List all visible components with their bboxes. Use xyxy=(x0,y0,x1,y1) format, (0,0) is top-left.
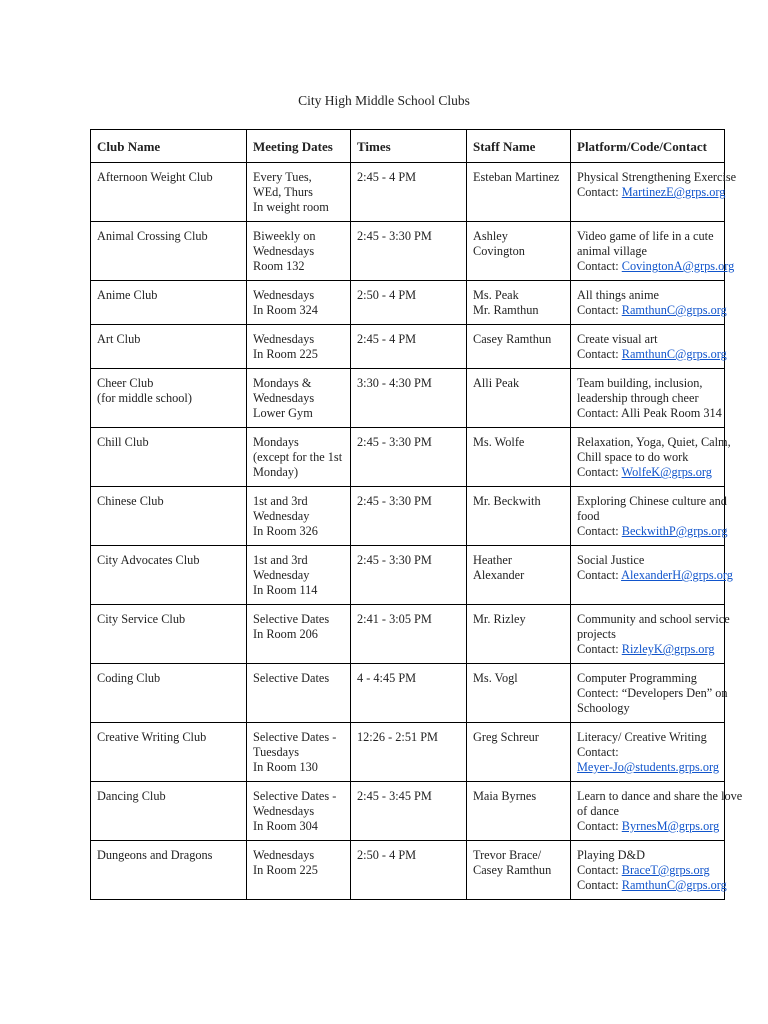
email-link[interactable]: WolfeK@grps.org xyxy=(621,465,712,479)
club-name-cell xyxy=(91,222,247,281)
meeting-dates-cell xyxy=(247,325,351,369)
header-club-name: Club Name xyxy=(91,130,247,163)
contact-line xyxy=(577,303,727,318)
contact-line: Computer Programming xyxy=(577,671,697,685)
contact-line xyxy=(577,185,726,200)
contact-line: Learn to dance and share the love xyxy=(577,789,743,803)
contact-cell xyxy=(571,163,737,222)
meeting-dates-cell-line: In Room 114 xyxy=(253,583,318,597)
meeting-dates-cell-line: Biweekly on xyxy=(253,229,316,243)
staff-name-cell xyxy=(467,163,571,222)
meeting-dates-cell xyxy=(247,782,351,841)
club-name-cell xyxy=(91,605,247,664)
club-name-cell xyxy=(91,841,247,900)
meeting-dates-cell xyxy=(247,163,351,222)
club-name-cell-line: Dungeons and Dragons xyxy=(97,848,213,862)
meeting-dates-cell-line: Monday) xyxy=(253,465,299,479)
club-name-cell-line: Cheer Club xyxy=(97,376,154,390)
times-cell: 4 - 4:45 PM xyxy=(351,664,467,723)
times-cell: 2:45 - 3:30 PM xyxy=(351,487,467,546)
meeting-dates-cell xyxy=(247,664,351,723)
contact-line xyxy=(577,259,735,274)
meeting-dates-cell-line: Room 132 xyxy=(253,259,305,273)
staff-name-cell xyxy=(467,325,571,369)
staff-name-cell xyxy=(467,281,571,325)
meeting-dates-cell-line: In weight room xyxy=(253,200,329,214)
times-cell: 2:45 - 4 PM xyxy=(351,163,467,222)
contact-line: Chill space to do work xyxy=(577,450,689,464)
table-row xyxy=(91,546,725,605)
table-row xyxy=(91,369,725,428)
contact-line: Exploring Chinese culture and xyxy=(577,494,727,508)
contact-cell xyxy=(571,841,725,900)
contact-line: All things anime xyxy=(577,288,659,302)
contact-line: Contect: “Developers Den” on xyxy=(577,686,728,700)
contact-line xyxy=(577,524,728,539)
table-row xyxy=(91,163,725,222)
meeting-dates-cell xyxy=(247,369,351,428)
contact-line xyxy=(577,819,718,834)
contact-cell xyxy=(571,325,725,369)
contact-line: Contact: xyxy=(577,745,619,759)
club-name-cell-line: (for middle school) xyxy=(97,391,192,405)
contact-cell xyxy=(571,546,733,605)
meeting-dates-cell-line: Wednesday xyxy=(253,509,310,523)
club-name-cell-line: City Advocates Club xyxy=(97,553,200,567)
email-link[interactable]: CovingtonA@grps.org xyxy=(621,259,735,273)
header-staff-name: Staff Name xyxy=(467,130,571,163)
meeting-dates-cell-line: (except for the 1st xyxy=(253,450,343,464)
meeting-dates-cell-line: Mondays & xyxy=(253,376,312,390)
contact-line: of dance xyxy=(577,804,619,818)
times-cell: 2:50 - 4 PM xyxy=(351,281,467,325)
clubs-table xyxy=(90,129,743,900)
staff-name-cell-line: Ms. Vogl xyxy=(473,671,518,685)
meeting-dates-cell-line: WEd, Thurs xyxy=(253,185,313,199)
meeting-dates-cell-line: In Room 304 xyxy=(253,819,318,833)
table-row xyxy=(91,782,725,841)
page-title: City High Middle School Clubs xyxy=(298,93,470,108)
staff-name-cell-line: Greg Schreur xyxy=(473,730,539,744)
contact-label: Contact: xyxy=(577,819,622,833)
times-cell: 2:45 - 4 PM xyxy=(351,325,467,369)
club-name-cell-line: Animal Crossing Club xyxy=(97,229,208,243)
email-link[interactable]: RamthunC@grps.org xyxy=(621,303,727,317)
staff-name-cell xyxy=(467,487,571,546)
email-link[interactable]: MartinezE@grps.org xyxy=(621,185,726,199)
club-name-cell xyxy=(91,782,247,841)
contact-line xyxy=(577,568,733,583)
staff-name-cell xyxy=(467,782,571,841)
contact-line: Physical Strengthening Exercise xyxy=(577,170,737,184)
club-name-cell xyxy=(91,369,247,428)
table-row xyxy=(91,605,725,664)
staff-name-cell-line: Mr. Beckwith xyxy=(473,494,541,508)
meeting-dates-cell-line: Mondays xyxy=(253,435,299,449)
contact-label: Contact: xyxy=(577,568,622,582)
contact-cell xyxy=(571,222,735,281)
staff-name-cell-line: Mr. Rizley xyxy=(473,612,526,626)
staff-name-cell xyxy=(467,841,571,900)
meeting-dates-cell xyxy=(247,841,351,900)
meeting-dates-cell xyxy=(247,487,351,546)
contact-line xyxy=(577,347,727,362)
meeting-dates-cell-line: In Room 130 xyxy=(253,760,318,774)
meeting-dates-cell xyxy=(247,428,351,487)
staff-name-cell-line: Ashley xyxy=(473,229,508,243)
table-row xyxy=(91,222,725,281)
club-name-cell xyxy=(91,428,247,487)
contact-cell xyxy=(571,664,728,723)
meeting-dates-cell-line: Wednesdays xyxy=(253,244,315,258)
header-times: Times xyxy=(351,130,467,163)
meeting-dates-cell xyxy=(247,281,351,325)
contact-line: Schoology xyxy=(577,701,630,715)
contact-line: Social Justice xyxy=(577,553,645,567)
meeting-dates-cell-line: Selective Dates xyxy=(253,612,330,626)
meeting-dates-cell-line: Wednesdays xyxy=(253,804,315,818)
meeting-dates-cell xyxy=(247,605,351,664)
contact-line xyxy=(577,878,727,893)
staff-name-cell xyxy=(467,723,571,782)
staff-name-cell-line: Covington xyxy=(473,244,525,258)
contact-label: Contact: xyxy=(577,347,622,361)
staff-name-cell xyxy=(467,428,571,487)
club-name-cell xyxy=(91,487,247,546)
meeting-dates-cell-line: Wednesdays xyxy=(253,391,315,405)
club-name-cell-line: Coding Club xyxy=(97,671,161,685)
meeting-dates-cell xyxy=(247,222,351,281)
contact-line: Literacy/ Creative Writing xyxy=(577,730,707,744)
staff-name-cell-line: Mr. Ramthun xyxy=(473,303,539,317)
email-link[interactable]: RamthunC@grps.org xyxy=(621,878,727,892)
meeting-dates-cell-line: Every Tues, xyxy=(253,170,312,184)
contact-label: Contact: xyxy=(577,185,622,199)
staff-name-cell-line: Alli Peak xyxy=(473,376,520,390)
contact-line: Community and school service xyxy=(577,612,730,626)
club-name-cell-line: Chinese Club xyxy=(97,494,164,508)
table-row xyxy=(91,664,725,723)
times-cell: 3:30 - 4:30 PM xyxy=(351,369,467,428)
contact-cell xyxy=(571,428,731,487)
club-name-cell xyxy=(91,546,247,605)
meeting-dates-cell-line: Selective Dates xyxy=(253,671,330,685)
staff-name-cell-line: Casey Ramthun xyxy=(473,863,552,877)
contact-line: animal village xyxy=(577,244,647,258)
contact-cell xyxy=(571,723,725,782)
table-header-row xyxy=(91,130,725,163)
contact-label: Contact: xyxy=(577,303,622,317)
email-link[interactable]: AlexanderH@grps.org xyxy=(621,568,733,582)
contact-line xyxy=(577,863,718,878)
club-name-cell xyxy=(91,163,247,222)
meeting-dates-cell xyxy=(247,546,351,605)
staff-name-cell xyxy=(467,605,571,664)
staff-name-cell-line: Alexander xyxy=(473,568,525,582)
contact-line xyxy=(577,465,718,480)
staff-name-cell xyxy=(467,222,571,281)
table-row xyxy=(91,325,725,369)
table-row xyxy=(91,723,725,782)
meeting-dates-cell-line: In Room 206 xyxy=(253,627,318,641)
meeting-dates-cell xyxy=(247,723,351,782)
times-cell: 2:41 - 3:05 PM xyxy=(351,605,467,664)
club-name-cell xyxy=(91,281,247,325)
contact-line xyxy=(577,760,718,775)
meeting-dates-cell-line: Selective Dates - xyxy=(253,789,337,803)
table-body xyxy=(91,163,743,900)
staff-name-cell-line: Trevor Brace/ xyxy=(473,848,542,862)
club-name-cell-line: Creative Writing Club xyxy=(97,730,207,744)
staff-name-cell-line: Esteban Martinez xyxy=(473,170,560,184)
contact-line: leadership through cheer xyxy=(577,391,699,405)
meeting-dates-cell-line: Lower Gym xyxy=(253,406,313,420)
staff-name-cell-line: Ms. Peak xyxy=(473,288,519,302)
meeting-dates-cell-line: Selective Dates - xyxy=(253,730,337,744)
contact-line: food xyxy=(577,509,600,523)
contact-line: Contact: Alli Peak Room 314 xyxy=(577,406,722,420)
club-name-cell-line: Anime Club xyxy=(97,288,158,302)
contact-cell xyxy=(571,605,730,664)
club-name-cell xyxy=(91,664,247,723)
staff-name-cell-line: Heather xyxy=(473,553,512,567)
contact-label: Contact: xyxy=(577,524,622,538)
times-cell: 2:50 - 4 PM xyxy=(351,841,467,900)
meeting-dates-cell-line: In Room 324 xyxy=(253,303,318,317)
staff-name-cell-line: Maia Byrnes xyxy=(473,789,537,803)
club-name-cell-line: Dancing Club xyxy=(97,789,166,803)
contact-cell xyxy=(571,487,728,546)
meeting-dates-cell-line: Wednesdays xyxy=(253,288,315,302)
table-row xyxy=(91,281,725,325)
club-name-cell-line: Chill Club xyxy=(97,435,149,449)
contact-line: Team building, inclusion, xyxy=(577,376,703,390)
meeting-dates-cell-line: In Room 225 xyxy=(253,347,318,361)
header-meeting-dates: Meeting Dates xyxy=(247,130,351,163)
contact-label: Contact: xyxy=(577,878,622,892)
contact-line: Create visual art xyxy=(577,332,658,346)
email-link[interactable]: BraceT@grps.org xyxy=(621,863,710,877)
club-name-cell xyxy=(91,325,247,369)
email-link[interactable]: Meyer-Jo@students.grps.org xyxy=(577,760,720,774)
club-name-cell-line: Art Club xyxy=(97,332,141,346)
contact-label: Contact: xyxy=(577,642,622,656)
times-cell: 2:45 - 3:45 PM xyxy=(351,782,467,841)
contact-cell xyxy=(571,369,725,428)
contact-cell xyxy=(571,782,743,841)
email-link[interactable]: BeckwithP@grps.org xyxy=(621,524,728,538)
meeting-dates-cell-line: Wednesdays xyxy=(253,848,315,862)
meeting-dates-cell-line: 1st and 3rd xyxy=(253,553,308,567)
contact-label: Contact: xyxy=(577,863,622,877)
meeting-dates-cell-line: Wednesday xyxy=(253,568,310,582)
contact-line: Playing D&D xyxy=(577,848,645,862)
club-name-cell-line: Afternoon Weight Club xyxy=(97,170,213,184)
times-cell: 2:45 - 3:30 PM xyxy=(351,546,467,605)
header-contact: Platform/Code/Contact xyxy=(571,130,725,163)
contact-cell xyxy=(571,281,725,325)
staff-name-cell xyxy=(467,664,571,723)
email-link[interactable]: RizleyK@grps.org xyxy=(621,642,715,656)
table-row xyxy=(91,487,725,546)
contact-label: Contact: xyxy=(577,259,622,273)
meeting-dates-cell-line: In Room 225 xyxy=(253,863,318,877)
staff-name-cell xyxy=(467,369,571,428)
times-cell: 2:45 - 3:30 PM xyxy=(351,428,467,487)
staff-name-cell-line: Casey Ramthun xyxy=(473,332,552,346)
meeting-dates-cell-line: In Room 326 xyxy=(253,524,318,538)
contact-label: Contact: xyxy=(577,465,622,479)
times-cell: 12:26 - 2:51 PM xyxy=(351,723,467,782)
email-link[interactable]: RamthunC@grps.org xyxy=(621,347,727,361)
table-row xyxy=(91,428,725,487)
meeting-dates-cell-line: Tuesdays xyxy=(253,745,300,759)
times-cell: 2:45 - 3:30 PM xyxy=(351,222,467,281)
meeting-dates-cell-line: Wednesdays xyxy=(253,332,315,346)
club-name-cell xyxy=(91,723,247,782)
contact-line: projects xyxy=(577,627,616,641)
email-link[interactable]: ByrnesM@grps.org xyxy=(621,819,720,833)
club-name-cell-line: City Service Club xyxy=(97,612,186,626)
staff-name-cell xyxy=(467,546,571,605)
staff-name-cell-line: Ms. Wolfe xyxy=(473,435,525,449)
contact-line xyxy=(577,642,718,657)
meeting-dates-cell-line: 1st and 3rd xyxy=(253,494,308,508)
table-row xyxy=(91,841,725,900)
contact-line: Relaxation, Yoga, Quiet, Calm, xyxy=(577,435,731,449)
contact-line: Video game of life in a cute xyxy=(577,229,714,243)
